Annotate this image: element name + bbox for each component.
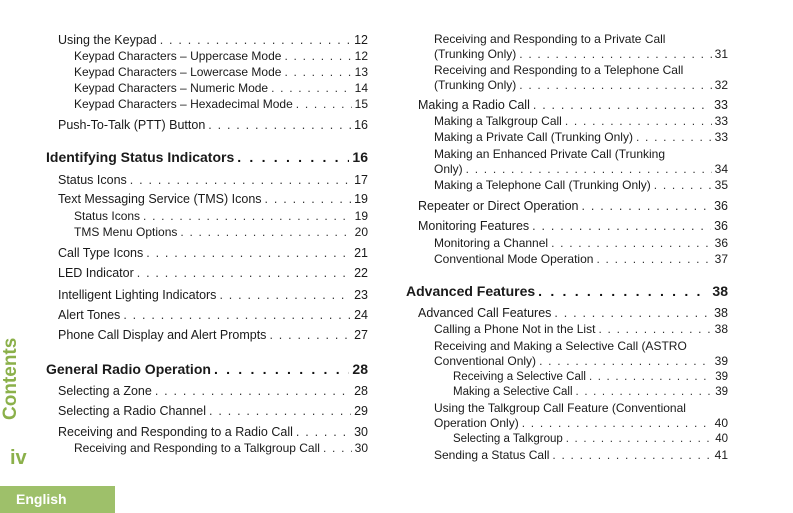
toc-entry-title: Selecting a Zone	[58, 384, 152, 398]
dot-leader	[551, 236, 712, 251]
toc-entry-title: Status Icons	[74, 209, 141, 223]
dot-leader	[589, 370, 712, 385]
dot-leader	[539, 354, 712, 369]
toc-section-heading[interactable]	[46, 150, 368, 166]
toc-entry-title-continued: Only)	[434, 162, 463, 176]
toc-entry-title: Sending a Status Call	[434, 448, 550, 462]
dot-leader	[519, 47, 711, 62]
dot-leader	[323, 441, 352, 456]
dot-leader	[466, 162, 712, 177]
toc-page-number: 13	[354, 65, 368, 79]
toc-entry[interactable]	[46, 33, 368, 49]
toc-entry[interactable]	[406, 178, 728, 194]
toc-page-number: 41	[714, 448, 728, 462]
dot-leader	[519, 78, 711, 93]
toc-entry-title: Conventional Mode Operation	[434, 252, 594, 266]
toc-page-number: 36	[714, 219, 728, 233]
toc-entry-title: Using the Keypad	[58, 33, 157, 47]
dot-leader	[143, 209, 352, 224]
toc-page-number: 16	[352, 149, 368, 165]
toc-entry[interactable]	[46, 441, 368, 457]
toc-section-heading[interactable]	[46, 362, 368, 378]
toc-entry[interactable]	[406, 219, 728, 235]
toc-entry[interactable]	[46, 192, 368, 208]
toc-page-number: 30	[354, 441, 368, 455]
toc-entry[interactable]	[46, 225, 368, 241]
toc-page-number: 28	[352, 361, 368, 377]
toc-entry[interactable]	[46, 118, 368, 134]
toc-page-number: 36	[714, 236, 728, 250]
toc-page-number: 22	[354, 266, 368, 280]
toc-entry[interactable]	[406, 63, 728, 92]
toc-page-number: 23	[354, 288, 368, 302]
toc-entry-title: Selecting a Radio Channel	[58, 404, 207, 418]
toc-entry-title: Making an Enhanced Private Call (Trunking	[434, 147, 666, 161]
toc-entry[interactable]	[406, 130, 728, 146]
toc-page-number: 32	[714, 78, 728, 92]
toc-page-number: 40	[715, 433, 728, 445]
toc-entry[interactable]	[406, 32, 728, 61]
toc-entry-title: Phone Call Display and Alert Prompts	[58, 328, 267, 342]
toc-page-number: 31	[714, 47, 728, 61]
toc-entry[interactable]	[46, 97, 368, 113]
toc-page-number: 39	[714, 354, 728, 368]
toc-entry-title-continued: (Trunking Only)	[434, 78, 517, 92]
toc-entry-title: Keypad Characters – Uppercase Mode	[74, 49, 282, 63]
toc-page-number: 33	[714, 98, 728, 112]
toc-entry[interactable]	[406, 322, 728, 338]
dot-leader	[654, 178, 712, 193]
toc-entry[interactable]	[406, 252, 728, 268]
toc-page-number: 29	[354, 404, 368, 418]
toc-entry-title: Receiving and Responding to a Private Call	[434, 32, 666, 46]
dot-leader	[265, 192, 352, 207]
side-tab-label: Contents	[0, 337, 21, 420]
toc-entry-title: Alert Tones	[58, 308, 121, 322]
toc-page-number: 24	[354, 308, 368, 322]
toc-page-number: 35	[714, 178, 728, 192]
toc-entry-title: Monitoring Features	[418, 219, 530, 233]
toc-entry-title: TMS Menu Options	[74, 225, 178, 239]
toc-entry-title: Making a Selective Call	[453, 386, 573, 398]
dot-leader	[160, 33, 351, 48]
toc-page-number: 14	[354, 81, 368, 95]
toc-page-number: 33	[714, 114, 728, 128]
toc-entry[interactable]	[406, 339, 728, 368]
dot-leader	[552, 448, 711, 463]
toc-entry[interactable]	[46, 246, 368, 262]
toc-entry-title: Keypad Characters – Hexadecimal Mode	[74, 97, 293, 111]
dot-leader	[214, 362, 349, 377]
dot-leader	[576, 385, 713, 400]
toc-entry[interactable]	[406, 370, 728, 386]
dot-leader	[522, 416, 712, 431]
dot-leader	[237, 150, 349, 165]
toc-page-number: 38	[712, 283, 728, 299]
toc-entry-title: Push-To-Talk (PTT) Button	[58, 118, 206, 132]
toc-entry-title: Repeater or Direct Operation	[418, 199, 579, 213]
dot-leader	[554, 306, 711, 321]
dot-leader	[582, 199, 712, 214]
toc-page-number: 37	[714, 252, 728, 266]
dot-leader	[532, 219, 711, 234]
toc-entry[interactable]	[46, 328, 368, 344]
toc-entry-title: Text Messaging Service (TMS) Icons	[58, 192, 262, 206]
toc-page-number: 40	[714, 416, 728, 430]
toc-entry-title: Selecting a Talkgroup	[453, 433, 563, 445]
toc-entry-title: Status Icons	[58, 173, 127, 187]
toc-entry[interactable]	[406, 114, 728, 130]
toc-page-number: 38	[714, 306, 728, 320]
side-tab	[0, 337, 24, 420]
toc-page-number: 30	[354, 425, 368, 439]
toc-entry-title: Call Type Icons	[58, 246, 144, 260]
toc-entry-title: Making a Private Call (Trunking Only)	[434, 130, 633, 144]
toc-page-number: 12	[354, 33, 368, 47]
toc-page-number: 36	[714, 199, 728, 213]
toc-entry[interactable]	[46, 81, 368, 97]
dot-leader	[137, 266, 351, 281]
dot-leader	[296, 97, 352, 112]
dot-leader	[284, 65, 351, 80]
toc-entry-title: Keypad Characters – Numeric Mode	[74, 81, 269, 95]
toc-entry[interactable]	[46, 209, 368, 225]
dot-leader	[208, 118, 351, 133]
toc-entry-title: Receiving a Selective Call	[453, 371, 586, 383]
toc-entry[interactable]	[406, 448, 728, 464]
toc-entry[interactable]	[406, 199, 728, 215]
toc-entry-title: Receiving and Responding to a Radio Call	[58, 425, 293, 439]
toc-page-number: 39	[715, 371, 728, 383]
toc-page-number: 39	[715, 386, 728, 398]
toc-page-number: 33	[714, 130, 728, 144]
toc-entry[interactable]	[406, 98, 728, 114]
toc-entry[interactable]	[406, 236, 728, 252]
dot-leader	[296, 425, 351, 440]
toc-entry[interactable]	[46, 308, 368, 324]
toc-entry-title: Identifying Status Indicators	[46, 149, 235, 165]
dot-leader	[598, 322, 711, 337]
toc-page-number: 19	[354, 209, 368, 223]
toc-entry[interactable]	[46, 65, 368, 81]
toc-page-number: 12	[354, 49, 368, 63]
toc-page-number: 21	[354, 246, 368, 260]
toc-page-number: 28	[354, 384, 368, 398]
dot-leader	[565, 114, 712, 129]
toc-entry-title: Using the Talkgroup Call Feature (Conventional	[434, 401, 686, 415]
dot-leader	[596, 252, 711, 267]
toc-entry-title: Monitoring a Channel	[434, 236, 549, 250]
toc-section-heading[interactable]	[406, 284, 728, 300]
toc-page-number: 27	[354, 328, 368, 342]
toc-entry-title: Making a Talkgroup Call	[434, 114, 562, 128]
dot-leader	[533, 98, 711, 113]
toc-entry-title: Intelligent Lighting Indicators	[58, 288, 217, 302]
toc-entry-title: Advanced Call Features	[418, 306, 552, 320]
toc-entry[interactable]	[406, 306, 728, 322]
dot-leader	[284, 49, 351, 64]
toc-entry[interactable]	[406, 385, 728, 401]
toc-entry-title-continued: (Trunking Only)	[434, 47, 517, 61]
dot-leader	[269, 328, 351, 343]
toc-entry[interactable]	[46, 173, 368, 189]
toc-entry-title: Making a Radio Call	[418, 98, 530, 112]
dot-leader	[566, 432, 712, 447]
toc-entry-title: Keypad Characters – Lowercase Mode	[74, 65, 282, 79]
toc-page-number: 19	[354, 192, 368, 206]
dot-leader	[130, 173, 351, 188]
dot-leader	[123, 308, 351, 323]
toc-entry-title-continued: Conventional Only)	[434, 354, 537, 368]
toc-entry[interactable]	[406, 401, 728, 430]
dot-leader	[155, 384, 351, 399]
toc-page-number: 17	[354, 173, 368, 187]
toc-entry[interactable]	[406, 147, 728, 176]
toc-entry[interactable]	[46, 384, 368, 400]
dot-leader	[219, 288, 351, 303]
toc-page-number: 34	[714, 162, 728, 176]
toc-entry[interactable]	[46, 266, 368, 282]
page-number: iv	[10, 447, 27, 469]
toc-entry[interactable]	[46, 288, 368, 304]
toc-entry-title: General Radio Operation	[46, 361, 211, 377]
dot-leader	[271, 81, 352, 96]
toc-page-number: 16	[354, 118, 368, 132]
toc-entry-title: Making a Telephone Call (Trunking Only)	[434, 178, 651, 192]
toc-page-number: 38	[714, 322, 728, 336]
toc-page-number: 20	[354, 225, 368, 239]
toc-entry-title: Receiving and Making a Selective Call (ASTRO	[434, 339, 687, 353]
language-bar: English	[0, 486, 115, 513]
dot-leader	[636, 130, 712, 145]
toc-entry[interactable]	[406, 432, 728, 448]
toc-page-number: 15	[354, 97, 368, 111]
toc-entry-title: Receiving and Responding to a Talkgroup Call	[74, 441, 320, 455]
toc-entry[interactable]	[46, 49, 368, 65]
toc-entry[interactable]	[46, 404, 368, 420]
dot-leader	[209, 404, 351, 419]
toc-entry-title-continued: Operation Only)	[434, 416, 519, 430]
toc-entry-title: Calling a Phone Not in the List	[434, 322, 596, 336]
toc-entry-title: LED Indicator	[58, 266, 134, 280]
dot-leader	[538, 284, 709, 299]
toc-entry-title: Advanced Features	[406, 283, 536, 299]
dot-leader	[180, 225, 351, 240]
toc-entry[interactable]	[46, 425, 368, 441]
dot-leader	[146, 246, 351, 261]
toc-entry-title: Receiving and Responding to a Telephone Call	[434, 63, 684, 77]
